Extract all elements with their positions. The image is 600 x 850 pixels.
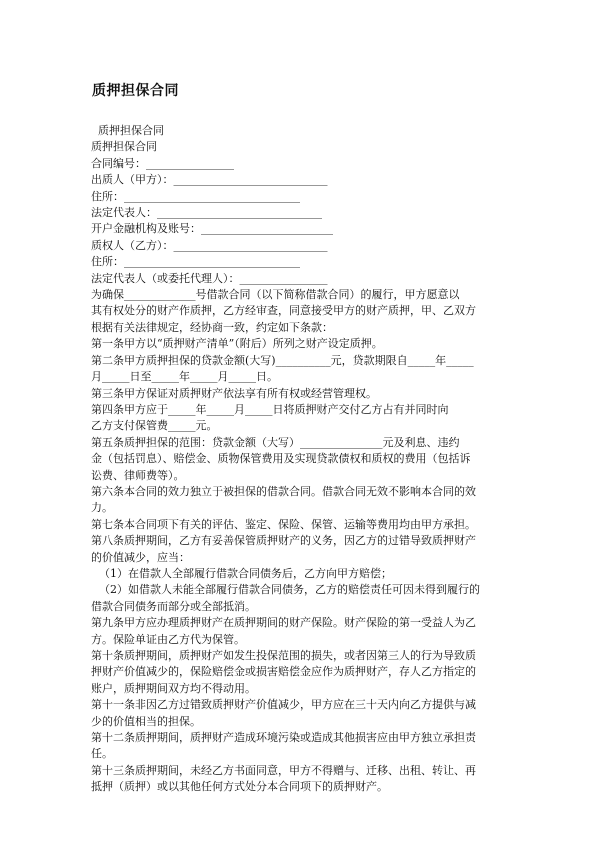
pledgee-address-line: 住所：________________________________	[91, 255, 300, 269]
article-7: 第七条本合同项下有关的评估、鉴定、保险、保管、运输等费用均由甲方承担。	[91, 517, 476, 531]
text-line: 任。	[91, 747, 113, 761]
text-line: 其有权处分的财产作质押，乙方经审查，同意接受甲方的财产质押，甲、乙双方	[91, 304, 476, 318]
article-8: 第八条质押期间，乙方有妥善保管质押财产的义务，因乙方的过错导致质押财产	[91, 534, 476, 548]
article-1: 第一条甲方以“质押财产清单”（附后）所列之财产设定质押。	[91, 337, 383, 351]
pledgee-line: 质权人（乙方）：____________________________	[91, 238, 328, 252]
text-line: 力。	[91, 501, 113, 515]
text-line: 质押担保合同	[91, 140, 157, 154]
text-line: 少的价值相当的担保。	[91, 714, 201, 728]
document-body	[91, 123, 519, 796]
article-11: 第十一条非因乙方过错致质押财产价值减少，甲方应在三十天内向乙方提供与减	[91, 698, 476, 712]
text-line: 质押担保合同	[91, 124, 164, 137]
pledgor-address-line: 住所：________________________________	[91, 189, 300, 203]
text-line: 借款合同债务而部分或全部抵消。	[91, 599, 256, 613]
text-line: 账户，质押期间双方均不得动用。	[91, 681, 256, 695]
text-line: 押财产价值减少的，保险赔偿金或损害赔偿金应作为质押财产，存人乙方指定的	[91, 665, 476, 679]
contract-number-line: 合同编号：________________	[91, 156, 234, 170]
pledgor-representative-line: 法定代表人：______________________________	[91, 206, 322, 220]
text-line: 的价值减少，应当：	[91, 550, 190, 564]
article-5: 第五条质押担保的范围：贷款金额（大写）_______________元及利息、违约	[91, 435, 460, 449]
text-line: 为确保_____________号借款合同（以下简称借款合同）的履行，甲方愿意以	[91, 288, 460, 302]
article-2: 第二条甲方质押担保的贷款金额(大写)__________元，贷款期限自_____年_____	[91, 353, 474, 367]
article-13: 第十三条质押期间，未经乙方书面同意，甲方不得赠与、迁移、出租、转让、再	[91, 763, 476, 777]
text-line: 讼费、律师费等）。	[91, 468, 185, 482]
article-9: 第九条甲方应办理质押财产在质押期间的财产保险。财产保险的第一受益人为乙	[91, 616, 476, 630]
article-3: 第三条甲方保证对质押财产依法享有所有权或经营管理权。	[91, 386, 377, 400]
text-line: 抵押（质押）或以其他任何方式处分本合同项下的质押财产。	[91, 780, 388, 794]
bank-account-line: 开户金融机构及账号：________________________	[91, 222, 333, 236]
text-line: 金（包括罚息）、赔偿金、质物保管费用及实现贷款债权和质权的费用（包括诉	[91, 452, 471, 466]
pledgor-line: 出质人（甲方）：____________________________	[91, 173, 328, 187]
pledgee-representative-line: 法定代表人（或委托代理人）：________________	[91, 271, 328, 285]
article-10: 第十条质押期间，质押财产如发生投保范围的损失，或者因第三人的行为导致质	[91, 649, 476, 662]
text-line: 根据有关法律规定，经协商一致，约定如下条款：	[91, 320, 333, 334]
article-8-item-2: （2）如借款人未能全部履行借款合同债务，乙方的赔偿责任可因未得到履行的	[99, 583, 480, 597]
article-8-item-1: （1）在借款人全部履行借款合同债务后，乙方向甲方赔偿；	[99, 566, 392, 580]
article-12: 第十二条质押期间，质押财产造成环境污染或造成其他损害应由甲方独立承担责	[91, 731, 476, 745]
article-6: 第六条本合同的效力独立于被担保的借款合同。借款合同无效不影响本合同的效	[91, 484, 476, 498]
text-line: 月_____日至_____年_____月_____日。	[91, 370, 278, 384]
document-title: 质押担保合同	[92, 83, 179, 99]
text-line: 乙方支付保管费_____元。	[91, 419, 218, 433]
article-4: 第四条甲方应于_____年_____月_____日将质押财产交付乙方占有并同时向	[91, 402, 449, 416]
text-line: 方。保险单证由乙方代为保管。	[91, 632, 245, 646]
